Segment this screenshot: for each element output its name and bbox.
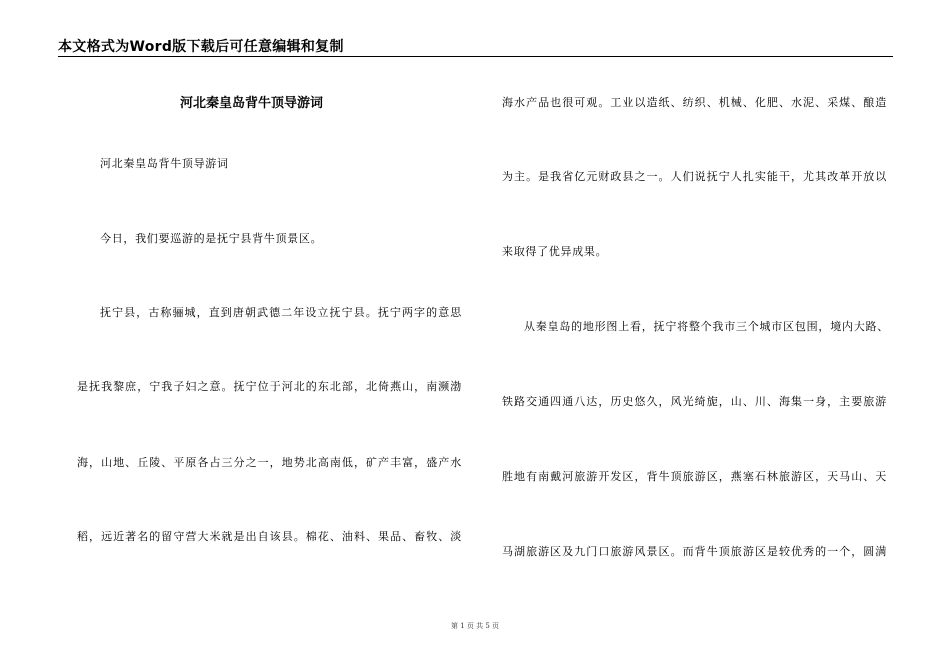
paragraph-line: 河北秦皇岛背牛顶导游词 (100, 157, 229, 170)
paragraph-line: 今日，我们要巡游的是抚宁县背牛顶景区。 (100, 232, 323, 245)
paragraph-line: 抚宁县，古称骊城，直到唐朝武德二年设立抚宁县。抚宁两字的意思 (100, 306, 462, 319)
paragraph-line: 胜地有南戴河旅游开发区，背牛顶旅游区，燕塞石林旅游区，天马山、天 (502, 470, 887, 483)
paragraph-line: 从秦皇岛的地形图上看，抚宁将整个我市三个城市区包围，境内大路、 (524, 320, 889, 333)
paragraph-line: 是抚我黎庶，宁我子妇之意。抚宁位于河北的东北部，北倚燕山，南濒渤 (77, 380, 462, 393)
paragraph-line: 海水产品也很可观。工业以造纸、纺织、机械、化肥、水泥、采煤、酿造 (502, 96, 887, 109)
paragraph-line: 马湖旅游区及九门口旅游风景区。而背牛顶旅游区是较优秀的一个，圆满 (502, 545, 887, 558)
paragraph-line: 为主。是我省亿元财政县之一。人们说抚宁人扎实能干，尤其改革开放以 (502, 170, 887, 183)
document-title: 河北秦皇岛背牛顶导游词 (180, 96, 324, 111)
header-text: 本文格式为Word版下载后可任意编辑和复制 (58, 39, 344, 55)
paragraph-line: 来取得了优异成果。 (502, 245, 608, 258)
page-header (58, 30, 893, 57)
paragraph-line: 海，山地、丘陵、平原各占三分之一，地势北高南低，矿产丰富，盛产水 (77, 456, 462, 469)
paragraph-line: 稻，远近著名的留守营大米就是出自该县。棉花、油料、果品、畜牧、淡 (77, 530, 462, 543)
paragraph-line: 铁路交通四通八达，历史悠久，风光绮旎，山、川、海集一身，主要旅游 (502, 395, 887, 408)
page-number: 第 1 页 共 5 页 (450, 622, 500, 630)
